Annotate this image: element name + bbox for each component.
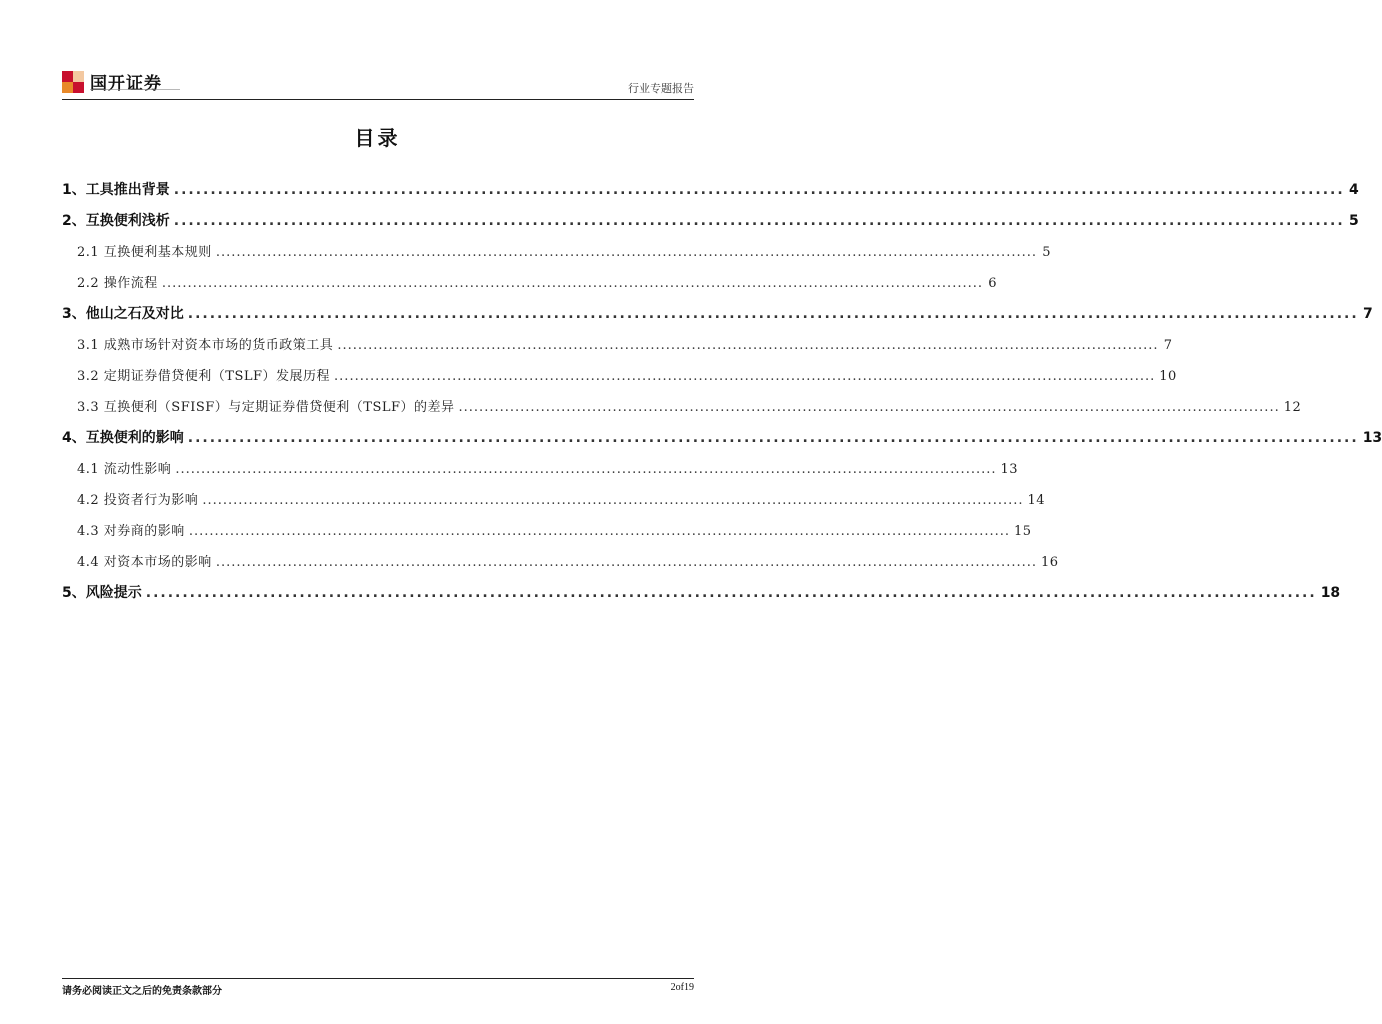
toc-entry[interactable] — [62, 299, 1373, 330]
toc-entry-label: 2、互换便利浅析 — [62, 213, 170, 229]
toc-subentry[interactable] — [62, 330, 1173, 361]
footer-divider — [62, 978, 694, 979]
toc-entry-label: 4.1 流动性影响 — [77, 462, 172, 477]
toc-leader-dots: ................................................................................................................................................................ — [173, 213, 1345, 229]
footer-disclaimer: 请务必阅读正文之后的免责条款部分 — [62, 986, 222, 997]
toc-entry-page: 16 — [1040, 555, 1059, 570]
toc-entry-page: 14 — [1027, 493, 1046, 508]
brand-tagline-rule — [90, 89, 180, 94]
page-header — [62, 64, 694, 100]
toc-subentry[interactable] — [62, 268, 997, 299]
toc-entry[interactable] — [62, 423, 1382, 454]
toc-leader-dots: ................................................................................................................................................................ — [458, 400, 1280, 415]
toc-entry-page: 6 — [988, 276, 997, 291]
toc-entry-page: 7 — [1163, 338, 1173, 353]
toc-leader-dots: ................................................................................................................................................................ — [188, 524, 1010, 539]
toc-entry-label: 4、互换便利的影响 — [62, 430, 184, 446]
page-number: 2of19 — [670, 982, 694, 993]
toc-entry-page: 18 — [1320, 585, 1341, 601]
toc-leader-dots: ................................................................................................................................................................ — [145, 585, 1317, 601]
header-divider — [62, 99, 694, 100]
toc-leader-dots: ................................................................................................................................................................ — [187, 430, 1359, 446]
toc-subentry[interactable] — [62, 454, 1019, 485]
toc-leader-dots: ................................................................................................................................................................ — [215, 245, 1037, 260]
toc-entry-label: 4.2 投资者行为影响 — [77, 493, 199, 508]
table-of-contents — [62, 175, 1382, 609]
brand-name: 国开证券 — [90, 74, 162, 94]
toc-title: 目录 — [354, 126, 401, 150]
toc-entry-label: 3.3 互换便利（SFISF）与定期证券借贷便利（TSLF）的差异 — [77, 400, 455, 415]
brand-logo-icon — [62, 71, 84, 93]
toc-entry-label: 4.4 对资本市场的影响 — [77, 555, 212, 570]
toc-entry-label: 3、他山之石及对比 — [62, 306, 184, 322]
toc-entry[interactable] — [62, 206, 1359, 237]
toc-entry-label: 3.1 成熟市场针对资本市场的货币政策工具 — [77, 338, 334, 353]
toc-entry-label: 5、风险提示 — [62, 585, 142, 601]
toc-leader-dots: ................................................................................................................................................................ — [202, 493, 1024, 508]
toc-entry-page: 12 — [1283, 400, 1302, 415]
toc-entry-page: 15 — [1013, 524, 1032, 539]
toc-subentry[interactable] — [62, 485, 1046, 516]
toc-entry-label: 3.2 定期证券借贷便利（TSLF）发展历程 — [77, 369, 331, 384]
toc-subentry[interactable] — [62, 237, 1051, 268]
toc-entry-page: 10 — [1159, 369, 1177, 384]
toc-entry-page: 13 — [1000, 462, 1019, 477]
toc-entry-page: 5 — [1348, 213, 1359, 229]
toc-subentry[interactable] — [62, 516, 1032, 547]
toc-leader-dots: ................................................................................................................................................................ — [187, 306, 1359, 322]
toc-leader-dots: ................................................................................................................................................................ — [215, 555, 1037, 570]
toc-leader-dots: ................................................................................................................................................................ — [334, 369, 1156, 384]
toc-entry[interactable] — [62, 578, 1341, 609]
toc-entry-label: 1、工具推出背景 — [62, 182, 170, 198]
toc-entry-label: 4.3 对券商的影响 — [77, 524, 185, 539]
toc-entry-label: 2.1 互换便利基本规则 — [77, 245, 212, 260]
toc-leader-dots: ................................................................................................................................................................ — [161, 276, 983, 291]
toc-leader-dots: ................................................................................................................................................................ — [173, 182, 1345, 198]
toc-entry-label: 2.2 操作流程 — [77, 276, 158, 291]
toc-subentry[interactable] — [62, 547, 1059, 578]
toc-leader-dots: ................................................................................................................................................................ — [175, 462, 997, 477]
toc-entry-page: 13 — [1362, 430, 1382, 446]
toc-entry-page: 5 — [1042, 245, 1051, 260]
toc-entry-page: 7 — [1362, 306, 1373, 322]
toc-entry-page: 4 — [1348, 182, 1359, 198]
toc-leader-dots: ................................................................................................................................................................ — [337, 338, 1159, 353]
brand-logo — [62, 69, 180, 97]
toc-subentry[interactable] — [62, 392, 1302, 423]
toc-entry[interactable] — [62, 175, 1359, 206]
report-type: 行业专题报告 — [628, 82, 694, 95]
toc-subentry[interactable] — [62, 361, 1177, 392]
